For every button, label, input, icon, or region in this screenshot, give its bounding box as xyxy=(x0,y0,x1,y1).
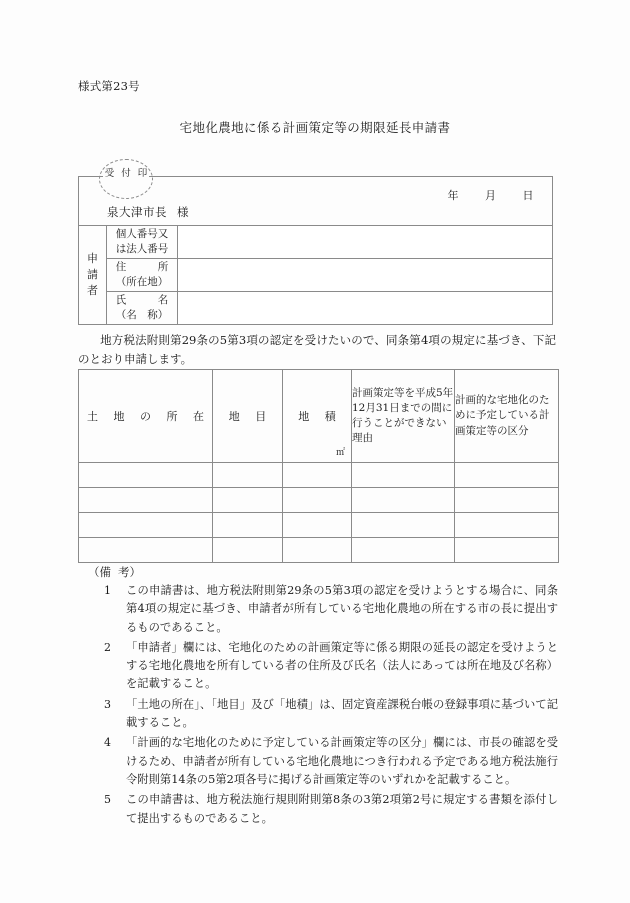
label-name-line2: （名 称） xyxy=(115,309,169,321)
cell-reason[interactable] xyxy=(352,463,455,488)
receipt-stamp-row xyxy=(79,168,552,225)
addressee-name: 泉大津市長 xyxy=(107,205,167,219)
cell-location[interactable] xyxy=(79,538,213,563)
form-number: 様式第23号 xyxy=(78,79,140,93)
application-statement xyxy=(78,331,556,369)
applicant-vertical-label xyxy=(79,226,107,325)
label-my-number-line2: は法人番号 xyxy=(115,243,169,255)
remarks-title xyxy=(88,564,558,580)
date-year-label: 年 xyxy=(447,189,459,202)
land-table-head xyxy=(79,370,559,463)
applicant-row-name xyxy=(79,292,552,325)
date-month-label: 月 xyxy=(485,189,497,202)
remark-note-3-number: 3 xyxy=(104,697,111,711)
applicant-vertical-char-2: 請 xyxy=(87,268,98,282)
land-table-body xyxy=(79,463,559,563)
label-name-line1: 氏 名 xyxy=(115,293,169,306)
cell-reason[interactable] xyxy=(352,513,455,538)
cell-reason[interactable] xyxy=(352,488,455,513)
cell-category[interactable] xyxy=(213,538,283,563)
label-address xyxy=(107,259,178,292)
remark-note-1-text: この申請書は、地方税法附則第29条の5第3項の認定を受けようとする場合に、同条第4項の規定に基づき、申請者が所有している宅地化農地の所在する市の長に提出するものであること。 xyxy=(126,584,558,634)
label-my-number xyxy=(107,226,178,259)
remarks-title-left: （備 xyxy=(88,565,111,579)
applicant-row-address xyxy=(79,259,552,292)
cell-classification[interactable] xyxy=(455,488,559,513)
table-row xyxy=(79,488,559,513)
cell-classification[interactable] xyxy=(455,538,559,563)
cell-classification[interactable] xyxy=(455,463,559,488)
header-delay-reason: 計画策定等を平成5年12月31日までの間に行うことができない理由 xyxy=(352,370,455,463)
cell-area[interactable] xyxy=(283,538,352,563)
applicant-section xyxy=(78,168,553,325)
applicant-vertical-char-3: 者 xyxy=(87,283,98,297)
date-day-label: 日 xyxy=(522,189,534,202)
remark-note-1-number: 1 xyxy=(104,584,111,597)
addressee-honorific: 様 xyxy=(177,205,189,219)
table-row xyxy=(79,513,559,538)
cell-category[interactable] xyxy=(213,463,283,488)
field-my-number[interactable] xyxy=(178,226,553,259)
remark-note-5 xyxy=(104,791,558,828)
field-address[interactable] xyxy=(178,259,553,292)
cell-classification[interactable] xyxy=(455,513,559,538)
statement-text: 地方税法附則第29条の5第3項の認定を受けたいので、同条第4項の規定に基づき、下記のとおり申請します。 xyxy=(78,333,556,366)
remark-note-2 xyxy=(104,639,558,694)
cell-category[interactable] xyxy=(213,513,283,538)
header-land-area-text: 地 積 xyxy=(298,410,342,423)
land-table xyxy=(78,369,559,563)
header-land-area-unit: ㎡ xyxy=(335,448,345,458)
document-title: 宅地化農地に係る計画策定等の期限延長申請書 xyxy=(179,120,451,135)
remark-note-2-text: 「申請者」欄には、宅地化のための計画策定等に係る期限の延長の認定を受けようとする宅地化農地を所有している者の住所及び氏名（法人にあっては所在地及び名称）を記載すること。 xyxy=(126,640,558,691)
cell-reason[interactable] xyxy=(352,538,455,563)
label-address-line1: 住 所 xyxy=(115,260,169,273)
cell-area[interactable] xyxy=(283,463,352,488)
receipt-stamp-label: 受 付 印 xyxy=(104,168,150,179)
remarks-title-right: 考） xyxy=(118,565,141,579)
field-name[interactable] xyxy=(178,292,553,325)
applicant-table xyxy=(79,225,552,324)
cell-location[interactable] xyxy=(79,488,213,513)
header-land-location: 土 地 の 所 在 xyxy=(79,370,213,463)
applicant-row-mynumber xyxy=(79,226,552,259)
table-row xyxy=(79,463,559,488)
remarks-section xyxy=(78,564,558,828)
land-table-header-row xyxy=(79,370,559,463)
label-name xyxy=(107,292,178,325)
remark-note-1 xyxy=(104,582,558,637)
remark-note-3-text: 「土地の所在」、「地目」及び「地積」は、固定資産課税台帳の登録事項に基づいて記載すること。 xyxy=(126,697,558,730)
cell-category[interactable] xyxy=(213,488,283,513)
label-my-number-line1: 個人番号又 xyxy=(115,227,169,240)
cell-location[interactable] xyxy=(79,463,213,488)
remark-note-5-number: 5 xyxy=(104,793,111,807)
header-land-area xyxy=(283,370,352,463)
applicant-vertical-char-1: 申 xyxy=(87,252,98,266)
remark-note-4-text: 「計画的な宅地化のために予定している計画策定等の区分」欄には、市長の確認を受けるため、申請者が所有している宅地化農地につき行われる予定である地方税法施行令附則第14条の5第2項各号に掲げる計画策定等のいずれかを記載すること。 xyxy=(126,736,558,786)
addressee xyxy=(107,204,189,220)
cell-area[interactable] xyxy=(283,488,352,513)
cell-area[interactable] xyxy=(283,513,352,538)
cell-location[interactable] xyxy=(79,513,213,538)
header-land-category: 地 目 xyxy=(213,370,283,463)
remark-note-2-number: 2 xyxy=(104,640,111,654)
header-plan-classification: 計画的な宅地化のために予定している計画策定等の区分 xyxy=(455,370,559,463)
remark-note-3 xyxy=(104,696,558,733)
remark-note-4-number: 4 xyxy=(104,736,111,750)
remark-note-4 xyxy=(104,734,558,789)
label-address-line2: （所在地） xyxy=(115,276,169,288)
remark-note-5-text: この申請書は、地方税法施行規則附則第8条の3第2項第2号に規定する書類を添付して提出するものであること。 xyxy=(126,793,558,825)
table-row xyxy=(79,538,559,563)
date-line xyxy=(448,187,535,203)
